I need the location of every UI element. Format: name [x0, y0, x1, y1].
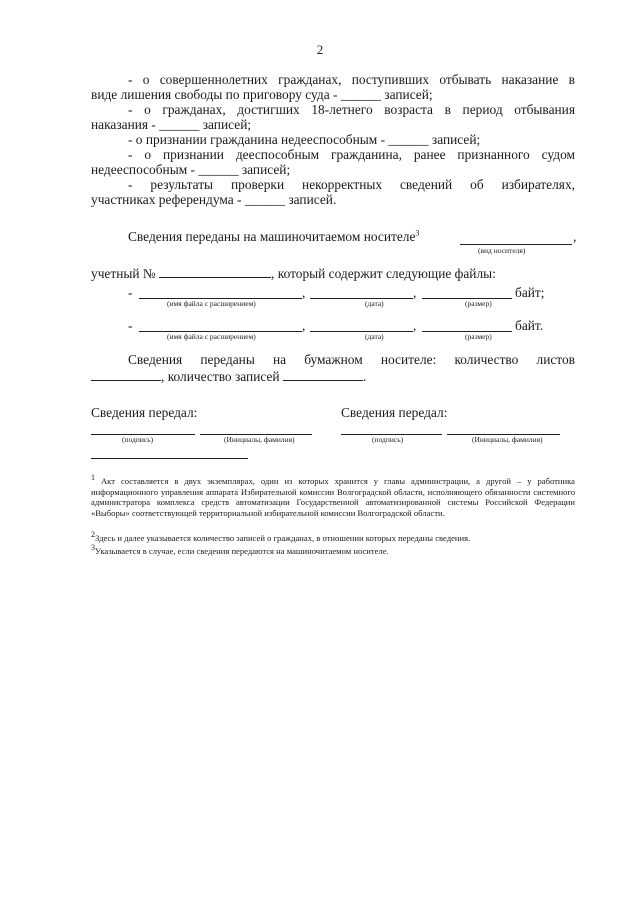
right-name-caption: (Инициалы, фамилия): [472, 435, 543, 444]
file-size-caption-2: (размер): [465, 332, 492, 341]
bytes-label-2: байт.: [515, 318, 544, 333]
media-type-caption: (вид носителя): [478, 246, 526, 255]
machine-medium-line: [128, 229, 419, 245]
item-check-line1: - результаты проверки некорректных сведений об избирателях,: [128, 177, 575, 192]
paper-medium-block: [91, 352, 575, 367]
item-minors-line2: наказания - ______ записей;: [91, 117, 252, 132]
records-list: [91, 72, 575, 207]
footnote-ref-3: 3: [415, 228, 420, 238]
item-capable-line1: - о признании дееспособным гражданина, ранее признанного судом: [128, 147, 575, 162]
footnote-3-text: Указывается в случае, если сведения передаются на машиночитаемом носителе.: [95, 546, 389, 556]
footnote-1: [91, 473, 575, 518]
signature-left-title: Сведения передал:: [91, 405, 198, 420]
page-number: 2: [316, 42, 324, 57]
machine-medium-label: Сведения переданы на машиночитаемом носителе: [128, 229, 416, 244]
footnote-3-mark: 3: [91, 543, 95, 553]
file-date-field-1[interactable]: [310, 298, 413, 299]
records-count-label: , количество записей: [161, 369, 280, 384]
footnote-2: [91, 530, 575, 544]
period: .: [362, 369, 367, 384]
item-adults-line1: - о совершеннолетних гражданах, поступивших отбывать наказание в: [128, 72, 575, 87]
media-type-field[interactable]: [460, 244, 572, 245]
file-size-caption-1: (размер): [465, 299, 492, 308]
footnote-2-text: Здесь и далее указывается количество записей о гражданах, в отношении которых переданы сведения.: [95, 533, 471, 543]
signature-right-title: Сведения передал:: [341, 405, 448, 420]
paper-counts-line: [91, 369, 366, 385]
account-number-field[interactable]: [159, 266, 271, 278]
footnote-1-mark: 1: [91, 473, 95, 483]
item-incapable: - о признании гражданина недееспособным - ______ записей;: [128, 132, 481, 147]
file-date-field-2[interactable]: [310, 331, 413, 332]
comma: ,: [413, 318, 417, 333]
item-capable-line2: недееспособным - ______ записей;: [91, 162, 291, 177]
item-check-line2: участниках референдума - ______ записей.: [91, 192, 337, 207]
file-row-2-dash: -: [128, 318, 133, 333]
sheets-count-field[interactable]: [91, 369, 161, 381]
records-count-field[interactable]: [283, 369, 363, 381]
left-name-caption: (Инициалы, фамилия): [224, 435, 295, 444]
footnote-3: [91, 543, 575, 557]
comma: ,: [302, 318, 306, 333]
footnote-1-text: Акт составляется в двух экземплярах, один из которых хранится у главы администрации, а другой – у работника информационного управления аппарата Избирательной комиссии Волгоградской области, исполняющего обязанности системного администратора комплекса средств автоматизации Государственной автоматизированной системы Российской Федерации «Выборы» соответствующей территориальной избирательной комиссии Волгоградской области.: [91, 476, 575, 518]
footnote-2-mark: 2: [91, 530, 95, 540]
account-number-label: учетный №: [91, 266, 156, 281]
file-name-caption-2: (имя файла с расширением): [167, 332, 256, 341]
account-files-text: , который содержит следующие файлы:: [271, 266, 496, 281]
paper-medium-line: Сведения переданы на бумажном носителе: количество листов: [128, 352, 575, 367]
file-date-caption-2: (дата): [365, 332, 384, 341]
bytes-label-1: байт;: [515, 285, 545, 300]
comma: ,: [302, 285, 306, 300]
left-signature-caption: (подпись): [122, 435, 154, 444]
comma: ,: [413, 285, 417, 300]
right-signature-caption: (подпись): [372, 435, 404, 444]
item-adults-line2: виде лишения свободы по приговору суда - ______ записей;: [91, 87, 433, 102]
account-line: [91, 266, 496, 282]
comma: ,: [573, 229, 577, 244]
item-minors-line1: - о гражданах, достигших 18-летнего возраста в период отбывания: [128, 102, 575, 117]
file-name-caption-1: (имя файла с расширением): [167, 299, 256, 308]
file-row-1-dash: -: [128, 285, 133, 300]
footnote-separator: [91, 458, 248, 459]
file-date-caption-1: (дата): [365, 299, 384, 308]
